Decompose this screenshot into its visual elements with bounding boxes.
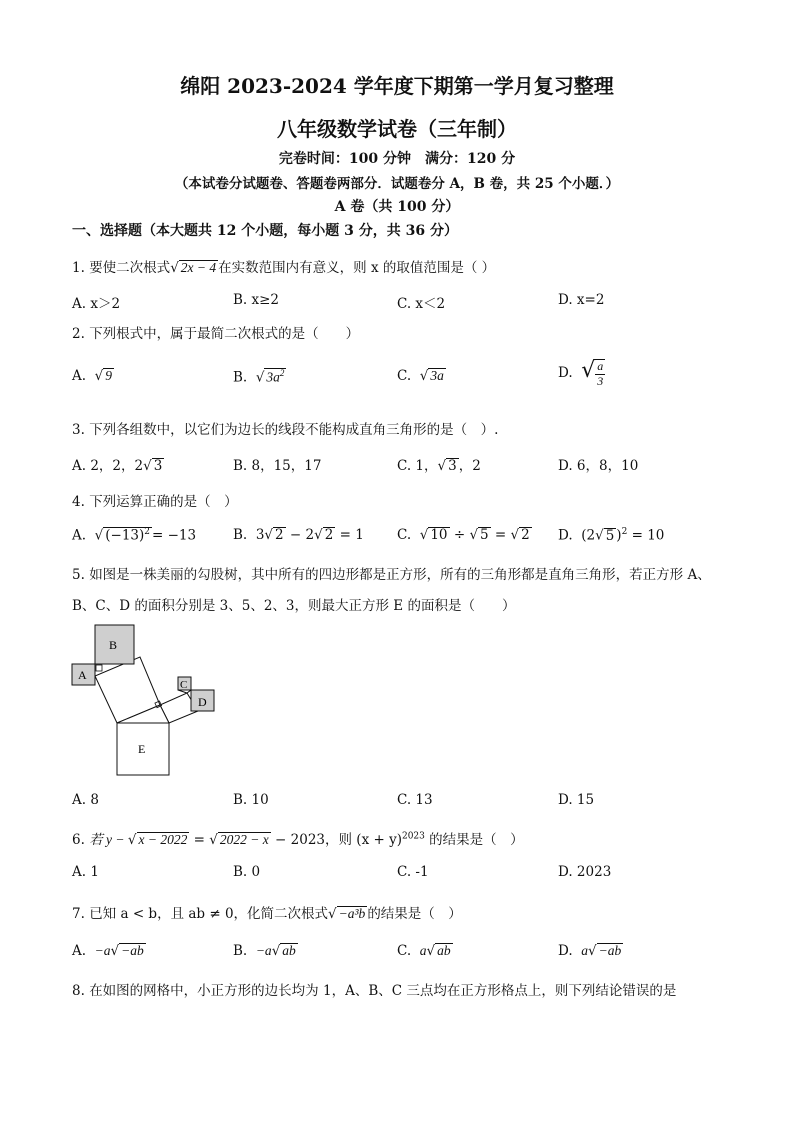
q5-option-a[interactable]: A. 8 [72,792,99,808]
q3-option-b[interactable]: B. 8，15，17 [233,458,322,474]
q4-option-c[interactable]: C. √ 10 ÷ √ 5 = √ 2 [397,527,530,543]
q2-option-a[interactable]: A. √ 9 [72,368,112,384]
q1-option-d[interactable]: D. x=2 [558,292,605,308]
q4-option-a[interactable]: A. √ $(-13)^2 = -13$ [72,527,197,544]
part1-heading: 一、选择题（本大题共 12 个小题，每小题 3 分，共 36 分） [72,223,458,239]
exam-note: （本试卷分试题卷、答题卷两部分．试题卷分 A，B 卷，共 25 个小题．） [174,176,620,192]
label-b: B [109,638,118,652]
q1-option-a[interactable]: A. x＞2 [72,296,121,312]
q4-option-d[interactable]: D. (2√ 5 )$^2$ = 10 [558,527,665,544]
question-6: 6. 若 y − √ x − 2022 = √ 2022 − x − 2023，则 $(x + y)^{2023}$ 的结果是（ ） [72,831,524,848]
question-1: 1. 要使二次根式√ 2x − 4 在实数范围内有意义，则 x 的取值范围是（ ） [72,260,496,276]
label-e: E [138,742,146,756]
q2-option-b[interactable]: B. √ $3a^2$ [233,368,285,386]
q6-option-a[interactable]: A. 1 [72,864,99,880]
q6-option-b[interactable]: B. 0 [233,864,261,880]
question-4: 4. 下列运算正确的是（ ） [72,494,238,510]
time-info: 完卷时间：100 分钟 满分：120 分 [278,151,516,167]
label-d: D [198,695,207,709]
q6-option-c[interactable]: C. -1 [397,864,429,880]
q7-option-d[interactable]: D. a√ −ab [558,943,622,959]
q1-option-c[interactable]: C. x＜2 [397,296,446,312]
q4-option-b[interactable]: B. 3√ 2 − 2√ 2 = 1 [233,527,364,543]
q5-option-c[interactable]: C. 13 [397,792,433,808]
exam-subtitle: 八年级数学试卷（三年制） [277,117,517,141]
label-a: A [78,668,87,682]
q5-option-b[interactable]: B. 10 [233,792,269,808]
right-angle-mark-left [96,665,102,671]
q2-option-d[interactable]: D. √ $\frac{a}{3}$ [558,358,604,388]
exam-title: 绵阳 2023-2024 学年度下期第一学月复习整理 [180,74,614,98]
q2-option-c[interactable]: C. √ 3a [397,368,444,384]
question-3: 3. 下列各组数中，以它们为边长的线段不能构成直角三角形的是（ ）. [72,422,499,438]
label-c: C [180,679,188,691]
question-2: 2. 下列根式中，属于最简二次根式的是（ ） [72,326,360,342]
question-5-line1: 5. 如图是一株美丽的勾股树，其中所有的四边形都是正方形，所有的三角形都是直角三角形，若正方形 A、 [72,567,711,583]
q1-radicand: 2x − 4 [180,260,217,275]
question-7: 7. 已知 a < b，且 ab ≠ 0，化简二次根式√ −a³b 的结果是（ ） [72,906,462,922]
q5-option-d[interactable]: D. 15 [558,792,595,808]
q1-option-b[interactable]: B. x≥2 [233,292,280,308]
question-5-line2: B、C、D 的面积分别是 3、5、2、3，则最大正方形 E 的面积是（ ） [72,598,516,614]
q7-option-c[interactable]: C. a√ ab [397,943,451,959]
pythagoras-tree-figure [60,615,230,785]
question-8: 8. 在如图的网格中，小正方形的边长均为 1，A、B、C 三点均在正方形格点上，则下列结论错误的是 [72,983,677,999]
q7-option-a[interactable]: A. −a√ −ab [72,943,144,959]
q3-option-d[interactable]: D. 6，8，10 [558,458,639,474]
section-a-heading: A 卷（共 100 分） [334,199,460,215]
q6-option-d[interactable]: D. 2023 [558,864,612,880]
q7-option-b[interactable]: B. −a√ ab [233,943,296,959]
q3-option-a[interactable]: A. 2，2，2√ 3 [72,458,163,474]
q3-option-c[interactable]: C. 1，√ 3 ，2 [397,458,481,474]
